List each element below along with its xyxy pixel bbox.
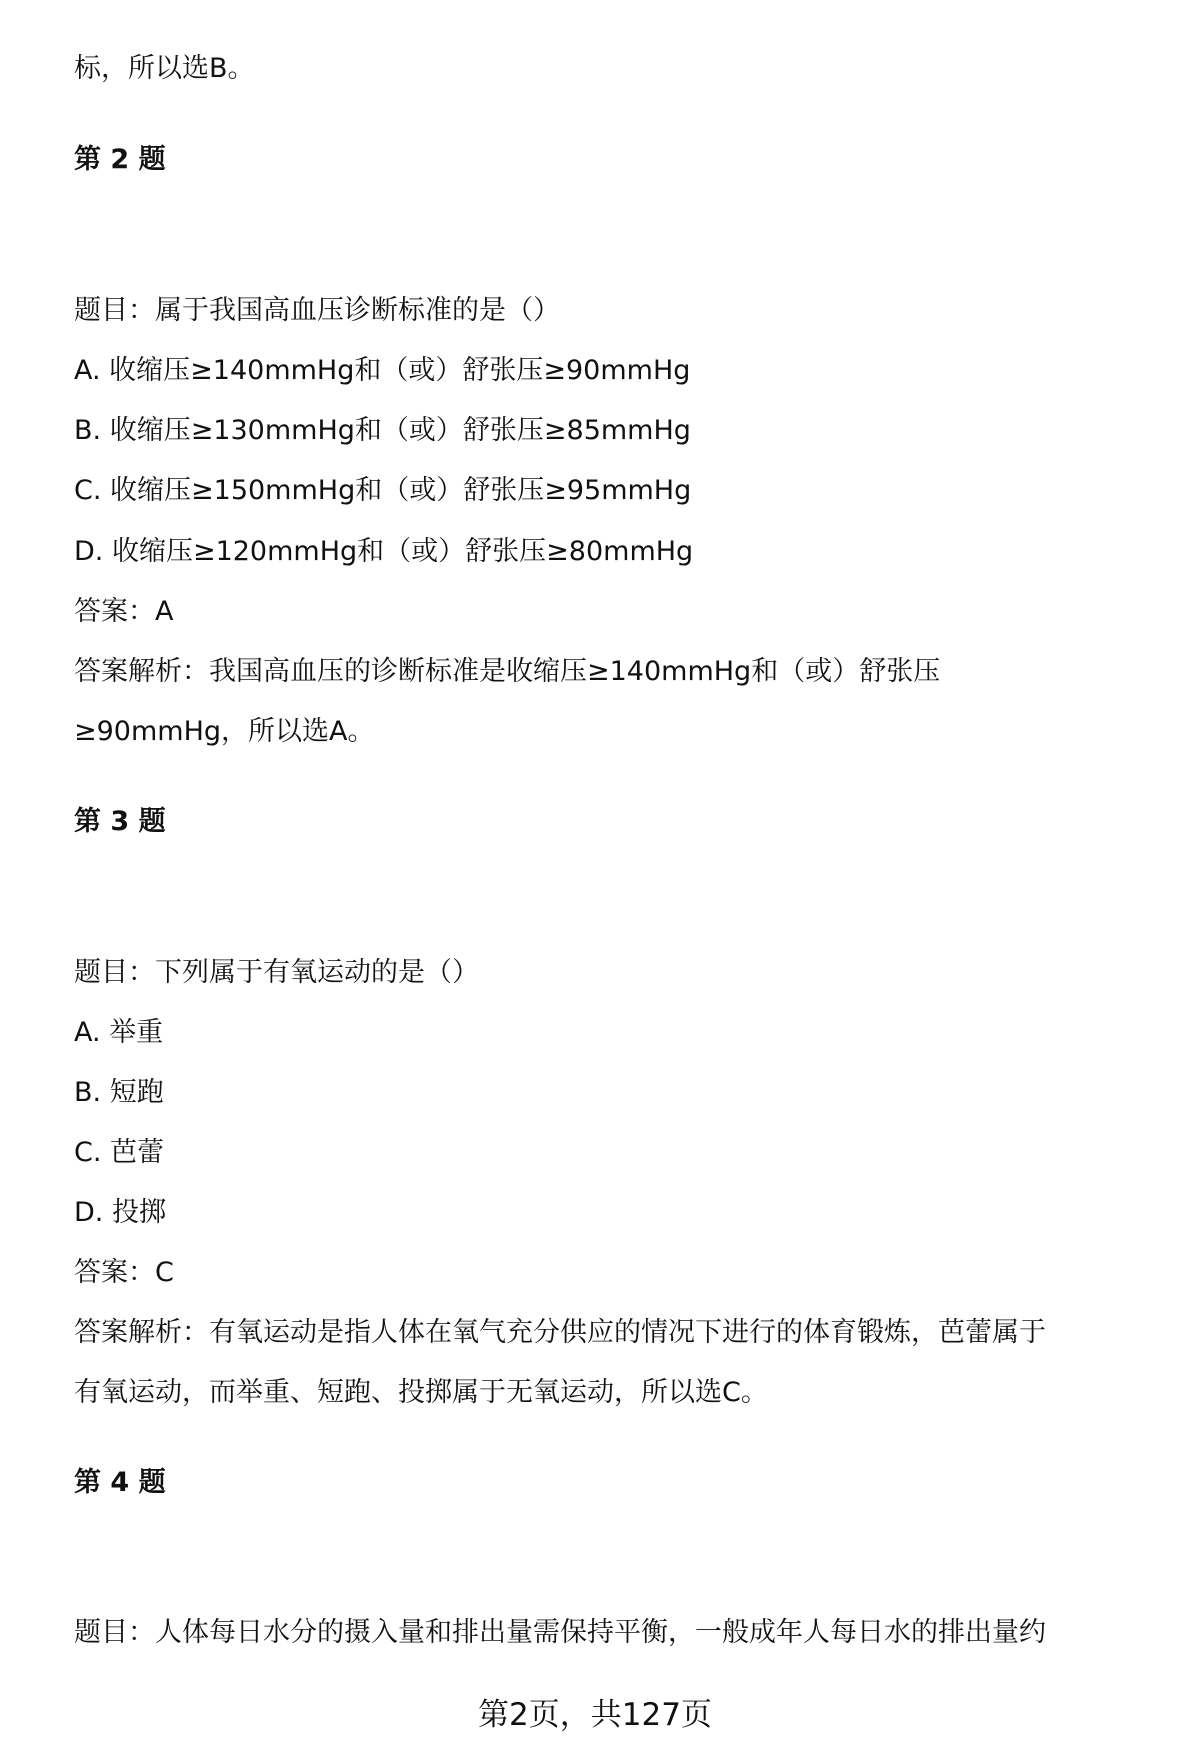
question-4-text: 题目：人体每日水分的摄入量和排出量需保持平衡，一般成年人每日水的排出量约 [74, 1617, 1046, 1648]
question-2-analysis-line-1: 答案解析：我国高血压的诊断标准是收缩压≥140mmHg和（或）舒张压 [74, 656, 941, 687]
question-3-option-b: B. 短跑 [74, 1077, 164, 1108]
question-2-heading: 第 2 题 [74, 144, 166, 175]
question-3-option-c: C. 芭蕾 [74, 1137, 165, 1168]
question-2-option-d: D. 收缩压≥120mmHg和（或）舒张压≥80mmHg [74, 536, 694, 567]
question-3-answer: 答案：C [74, 1257, 174, 1288]
question-3-heading: 第 3 题 [74, 806, 166, 837]
question-3-analysis-line-1: 答案解析：有氧运动是指人体在氧气充分供应的情况下进行的体育锻炼，芭蕾属于 [74, 1317, 1046, 1348]
question-2-text: 题目：属于我国高血压诊断标准的是（） [74, 295, 560, 326]
question-2-option-b: B. 收缩压≥130mmHg和（或）舒张压≥85mmHg [74, 415, 691, 446]
question-2-option-a: A. 收缩压≥140mmHg和（或）舒张压≥90mmHg [74, 355, 691, 386]
question-3-analysis-line-2: 有氧运动，而举重、短跑、投掷属于无氧运动，所以选C。 [74, 1377, 768, 1408]
question-3-text: 题目：下列属于有氧运动的是（） [74, 957, 479, 988]
question-3-option-a: A. 举重 [74, 1017, 164, 1048]
question-2-analysis-line-2: ≥90mmHg，所以选A。 [74, 716, 375, 747]
question-2-answer: 答案：A [74, 596, 174, 627]
question-2-option-c: C. 收缩压≥150mmHg和（或）舒张压≥95mmHg [74, 475, 692, 506]
question-4-heading: 第 4 题 [74, 1467, 166, 1498]
page-number-footer: 第2页，共127页 [478, 1697, 712, 1733]
question-3-option-d: D. 投掷 [74, 1197, 166, 1228]
previous-answer-continuation: 标，所以选B。 [74, 53, 255, 84]
